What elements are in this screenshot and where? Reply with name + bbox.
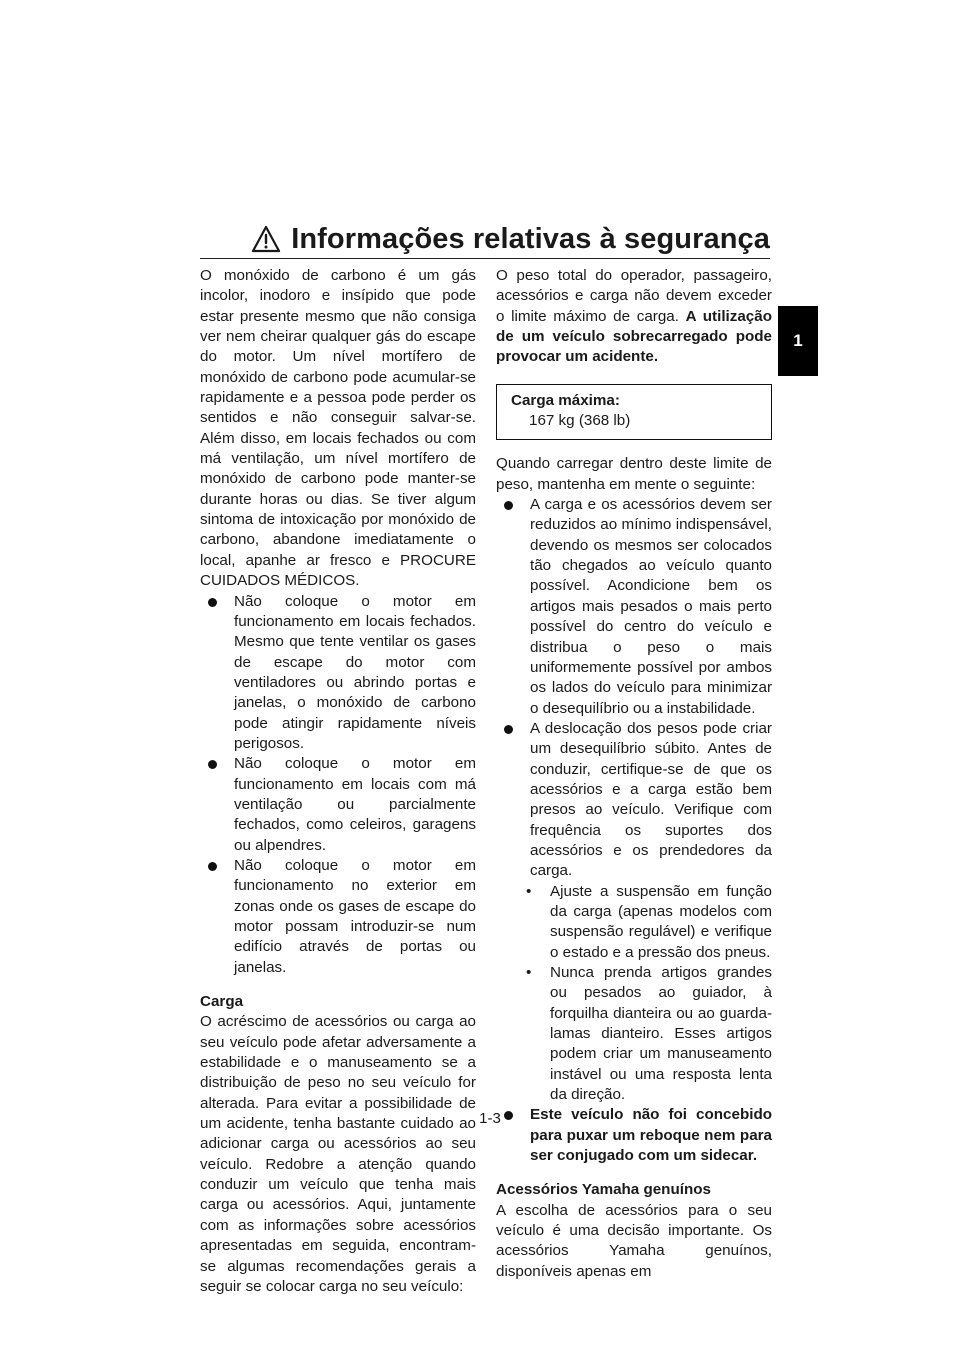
chapter-tab: 1 [778, 306, 818, 376]
bullet-dot [504, 725, 513, 734]
bullet-dot [208, 598, 217, 607]
left-column [200, 266, 476, 1297]
list-item: A deslocação dos pesos pode criar um desequilíbrio súbito. Antes de conduzir, certifique-se de que os acessórios e a carga estão bem presos ao veículo. Verifique com frequência os suportes dos acessórios e os prendedores da carga. [496, 719, 772, 882]
page-header [200, 222, 770, 256]
bullet-dot [208, 862, 217, 871]
bullet-dot [504, 501, 513, 510]
page-title: Informações relativas à segurança [291, 222, 770, 255]
sub-list-item: • Ajuste a suspensão em função da carga (apenas modelos com suspensão regulável) e verifique o estado e a pressão dos pneus. [526, 882, 772, 961]
bullet-dot [208, 760, 217, 769]
list-item: Não coloque o motor em funcionamento no exterior em zonas onde os gases de escape do motor possam introduzir-se num edifício através de portas ou janelas. [200, 856, 476, 978]
right-column [496, 266, 772, 1282]
list-item: Não coloque o motor em funcionamento em locais com má ventilação ou parcialmente fechados, como celeiros, garagens ou alpendres. [200, 754, 476, 856]
load-guidance-text: Quando carregar dentro deste limite de peso, mantenha em mente o seguinte: [496, 455, 772, 493]
list-item: Não coloque o motor em funcionamento em locais fechados. Mesmo que tente ventilar os gases de escape do motor com ventiladores ou abrindo portas e janelas, o monóxido de carbono pode atingir rapidamente níveis perigosos. [200, 592, 476, 755]
section-heading-accessories: Acessórios Yamaha genuínos [496, 1181, 711, 1199]
load-limit-text: O peso total do operador, passageiro, acessórios e carga não devem exceder o limite máximo de carga. A utilização de um veículo sobrecarregado pode provocar um acidente. [496, 267, 772, 366]
max-load-value: 167 kg (368 lb) [529, 412, 631, 430]
page-number: 1-3 [479, 1110, 501, 1127]
list-item: Este veículo não foi concebido para puxar um reboque nem para ser conjugado com um sidecar. [496, 1105, 772, 1166]
warning-triangle-icon [251, 225, 281, 253]
header-rule [200, 258, 770, 259]
section-heading-carga: Carga [200, 993, 244, 1011]
max-load-box [496, 384, 772, 441]
accessories-text: A escolha de acessórios para o seu veículo é uma decisão importante. Os acessórios Yamaha genuínos, disponíveis apenas em [496, 1201, 772, 1280]
overload-warning: A utilização de um veículo sobrecarregado pode provocar um acidente. [496, 307, 772, 366]
carga-text: O acréscimo de acessórios ou carga ao seu veículo pode afetar adversamente a estabilidade e o manuseamento se a distribuição de peso no seu veículo for alterada. Para evitar a possibilidade de um acidente, tenha bastante cuidado ao adicionar carga ou acessórios ao seu veículo. Redobre a atenção quando conduzir um veículo que tenha mais carga ou acessórios. Aqui, juntamente com as informações sobre acessórios apresentadas em seguida, encontram-se algumas recomendações gerais a seguir se colocar carga no seu veículo: [200, 1013, 476, 1295]
list-item: A carga e os acessórios devem ser reduzidos ao mínimo indispensável, devendo os mesmos ser colocados tão chegados ao veículo quanto possível. Acondicione bem os artigos mais pesados o mais perto possível do centro do veículo e distribua o peso o mais uniformemente possível por ambos os lados do veículo para minimizar o desequilíbrio ou a instabilidade. [496, 495, 772, 719]
sub-list-item: • Nunca prenda artigos grandes ou pesados ao guiador, à forquilha dianteira ou ao guarda-lamas dianteiro. Esses artigos podem criar um manuseamento instável ou uma resposta lenta da direção. [526, 964, 772, 1104]
max-load-label: Carga máxima: [511, 391, 620, 409]
co-warning-text: O monóxido de carbono é um gás incolor, inodoro e insípido que pode estar presente mesmo que não consiga ver nem cheirar qualquer gás do escape do motor. Um nível mortífero de monóxido de carbono pode acumular-se rapidamente e a pessoa pode perder os sentidos e não conseguir salvar-se. Além disso, em locais fechados ou com má ventilação, um nível mortífero de monóxido de carbono pode manter-se durante horas ou dias. Se tiver algum sintoma de intoxicação por monóxido de carbono, abandone imediatamente o local, apanhe ar fresco e PROCURE CUIDADOS MÉDICOS. [200, 267, 476, 590]
